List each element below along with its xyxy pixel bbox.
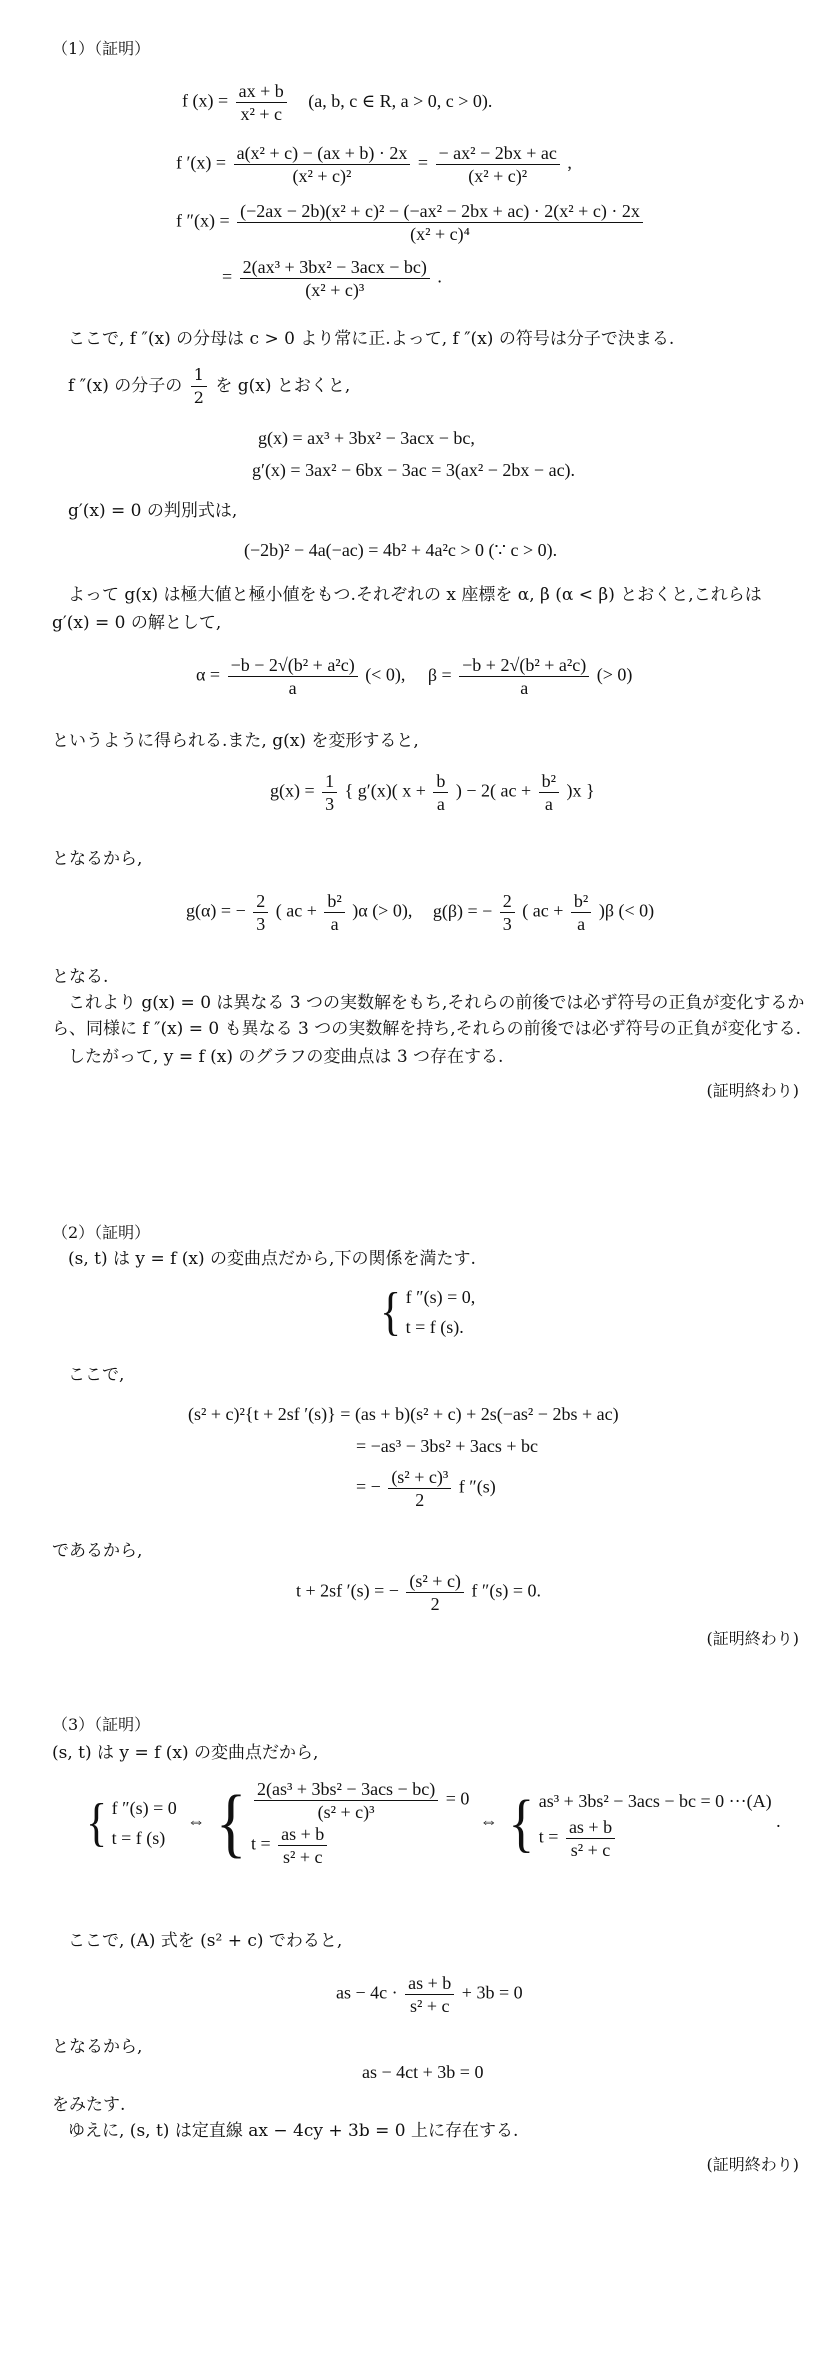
text-thus-3: となるから, xyxy=(52,2037,143,2057)
expansion-line-2: = −as³ − 3bs² + 3acs + bc xyxy=(356,1436,539,1456)
end-of-proof-2: (証明終わり) xyxy=(706,1629,799,1648)
g-equation: g(x) = ax³ + 3bx² − 3acx − bc, xyxy=(258,428,475,448)
inflection-system: { f ″(s) = 0, t = f (s). xyxy=(380,1282,476,1341)
text-satisfies: をみたす. xyxy=(52,2095,126,2115)
second-derivative: f ″(x) = $\frac{\text{(−2ax − 2b)(x² + c)² − (−ax² − 2bx + ac) · 2(x² + c) · 2x}}{\text{(x² + c)⁴}}$ xyxy=(176,200,646,245)
part3-heading: （3）（証明） xyxy=(52,1715,151,1734)
text-therefore: であるから, xyxy=(52,1541,143,1561)
g-prime-equation: g′(x) = 3ax² − 6bx − 3ac = 3(ax² − 2bx − ac). xyxy=(252,460,576,480)
part2-heading: （2）（証明） xyxy=(52,1223,151,1242)
text-sign: ここで, f ″(x) の分母は c > 0 より常に正.よって, f ″(x) の符号は分子で決まる. xyxy=(68,329,675,349)
text-conclusion: したがって, y = f (x) のグラフの変曲点は 3 つ存在する. xyxy=(68,1047,504,1067)
discriminant-equation: (−2b)² − 4a(−ac) = 4b² + 4a²c > 0 (∵ c > 0). xyxy=(244,540,558,560)
line-equation: as − 4ct + 3b = 0 xyxy=(362,2062,484,2082)
text-roots: g′(x) = 0 の解として, xyxy=(52,613,222,633)
text-thus: となるから, xyxy=(52,849,143,869)
text-extrema: よって g(x) は極大値と極小値をもつ.それぞれの x 座標を α, β (α < β) とおくと,これらは xyxy=(68,585,762,605)
text-inflection: (s, t) は y = f (x) の変曲点だから,下の関係を満たす. xyxy=(68,1249,476,1269)
def-equation: f (x) = $\frac{ax + b}{\text{x² + c}}$ (a, b, c ∈ R, a > 0, c > 0). xyxy=(182,81,493,124)
second-derivative-simplified: = $\frac{\text{2(ax³ + 3bx² − 3acx − bc)}}{\text{(x² + c)³}}$ . xyxy=(222,257,442,300)
end-of-proof-1: (証明終わり) xyxy=(706,1081,799,1100)
g-transform-equation: g(x) = $\frac{1}{3}$ { g′(x)( x + $\frac{b}{a}$ ) − 2( ac + $\frac{\text{b²}}{a}$ )x } xyxy=(270,771,595,814)
divided-equation: as − 4c · $\frac{as + b}{\text{s² + c}}$ + 3b = 0 xyxy=(336,1973,523,2016)
expansion-line-3: = − $\frac{\text{(s² + c)³}}{2}$ f ″(s) xyxy=(356,1467,496,1510)
result-equation: t + 2sf ′(s) = − $\frac{\text{(s² + c)}}{2}$ f ″(s) = 0. xyxy=(296,1571,542,1614)
text-becomes: となる. xyxy=(52,967,109,987)
text-transform: というように得られる.また, g(x) を変形すると, xyxy=(52,731,419,751)
equivalence-chain: { f ″(s) = 0 t = f (s) ⇔ { $\frac{\text{2(as³ + 3bs² − 3acs − bc)}}{\text{(s² + c)³}}$ = 0 t = $\frac{as + b}{\text{s² + c}}$ ⇔ { as³ + 3bs² − 3acs − bc = 0 ···(A) t = $\frac{as + b}{\text{s² + c}}$ . xyxy=(86,1779,781,1867)
text-fixed-line: ゆえに, (s, t) は定直線 ax − 4cy + 3b = 0 上に存在する. xyxy=(68,2121,519,2141)
expansion-line-1: (s² + c)²{t + 2sf ′(s)} = (as + b)(s² + c) + 2s(−as² − 2bs + ac) xyxy=(188,1404,619,1424)
end-of-proof-3: (証明終わり) xyxy=(706,2155,799,2174)
text-discriminant: g′(x) = 0 の判別式は, xyxy=(68,501,238,521)
first-derivative: f ′(x) = $\frac{\text{a(x² + c) − (ax + b) · 2x}}{\text{(x² + c)²}}$ = $\frac{\text{− ax² − 2bx + ac}}{\text{(x² + c)²}}$ , xyxy=(176,143,572,186)
text-g-def: f ″(x) の分子の $\frac{1}{2}$ を g(x) とおくと, xyxy=(68,365,351,407)
alpha-beta-equation: α = $\frac{\text{−b − 2√(b² + a²c)}}{a}$ (< 0), β = $\frac{\text{−b + 2√(b² + a²c)}}{a}$ (> 0) xyxy=(196,655,633,698)
text-similarly: ら、同様に f ″(x) = 0 も異なる 3 つの実数解を持ち,それらの前後では必ず符号の正負が変化する. xyxy=(52,1019,802,1039)
part1-heading: （1）（証明） xyxy=(52,39,151,58)
text-divide: ここで, (A) 式を (s² + c) でわると, xyxy=(68,1931,343,1951)
text-here: ここで, xyxy=(68,1365,125,1385)
g-alpha-beta-equation: g(α) = − $\frac{2}{3}$ ( ac + $\frac{\text{b²}}{a}$ )α (> 0), g(β) = − $\frac{2}{3}$ ( ac + $\frac{\text{b²}}{a}$ )β (< 0) xyxy=(186,891,655,934)
text-three-roots: これより g(x) = 0 は異なる 3 つの実数解をもち,それらの前後では必ず符号の正負が変化するか xyxy=(68,993,805,1013)
text-inflection-3: (s, t) は y = f (x) の変曲点だから, xyxy=(52,1743,319,1763)
